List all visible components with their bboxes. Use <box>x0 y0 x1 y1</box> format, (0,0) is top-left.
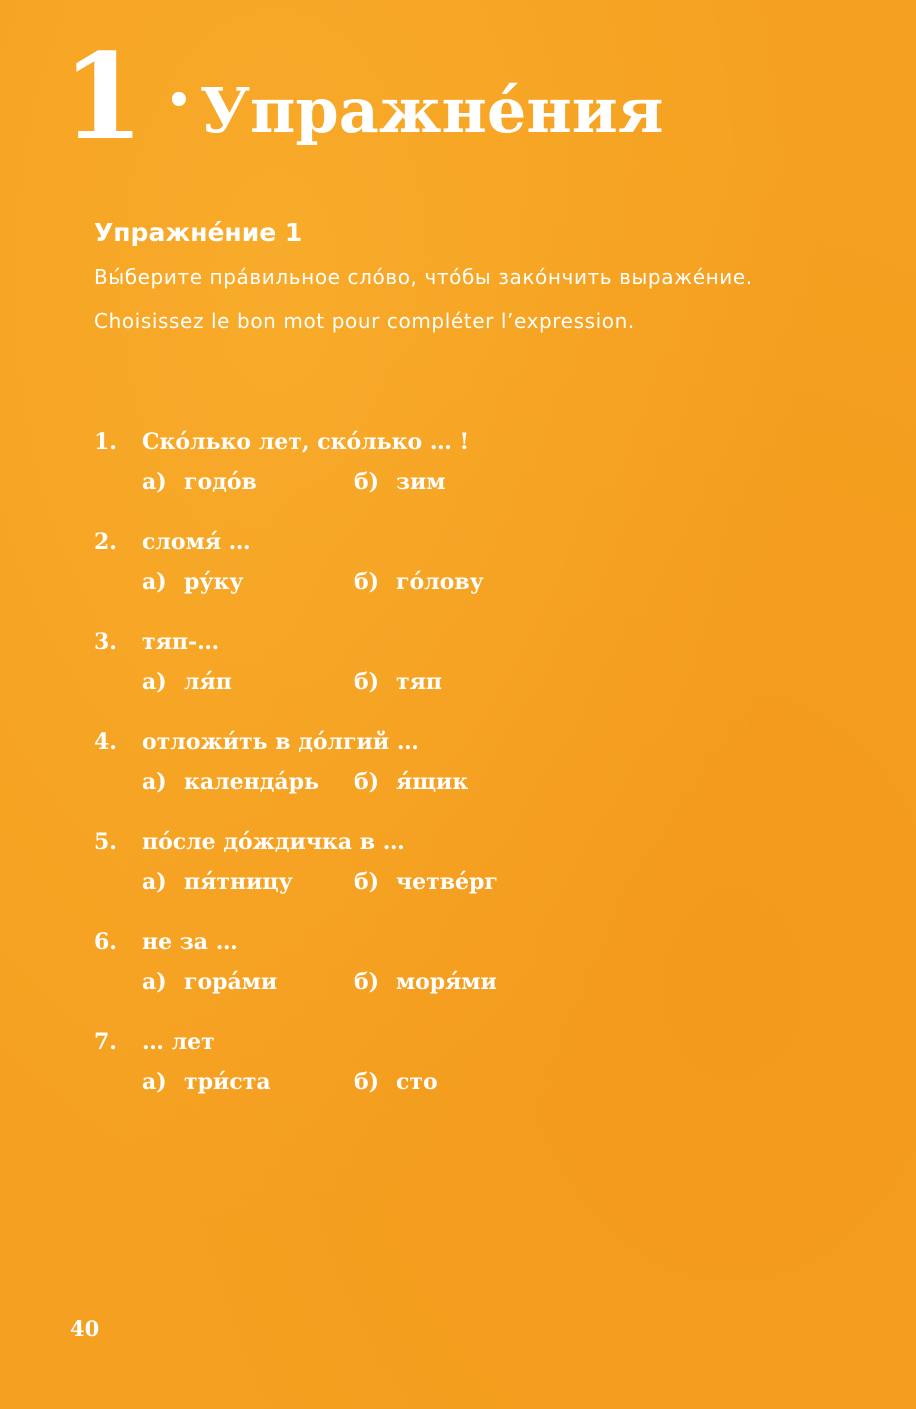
option-a <box>142 869 354 895</box>
question-item <box>94 1024 854 1124</box>
question-item <box>94 724 854 824</box>
question-list <box>94 424 854 1124</box>
option-a <box>142 769 354 795</box>
option-a <box>142 969 354 995</box>
option-b-label: б) <box>354 469 380 495</box>
question-item <box>94 524 854 624</box>
page-number: 40 <box>70 1316 100 1341</box>
question-line <box>94 824 854 860</box>
options-line <box>142 1060 854 1104</box>
option-a-label: а) <box>142 769 167 795</box>
question-number: 3. <box>94 629 117 655</box>
options-line <box>142 760 854 804</box>
question-line <box>94 1024 854 1060</box>
option-b <box>354 569 484 595</box>
question-number: 5. <box>94 829 117 855</box>
question-text: отложи́ть в до́лгий … <box>142 729 419 755</box>
option-b <box>354 469 445 495</box>
exercise-block <box>94 218 874 337</box>
option-a <box>142 1069 354 1095</box>
question-number: 1. <box>94 429 117 455</box>
option-a-text: годо́в <box>184 469 257 495</box>
option-a-label: а) <box>142 969 167 995</box>
option-b <box>354 869 498 895</box>
option-a <box>142 669 354 695</box>
option-a-label: а) <box>142 1069 167 1095</box>
question-number: 6. <box>94 929 117 955</box>
option-a-text: три́ста <box>184 1069 271 1095</box>
option-a-text: гора́ми <box>184 969 278 995</box>
option-b-label: б) <box>354 569 380 595</box>
option-a <box>142 469 354 495</box>
option-b-text: моря́ми <box>396 969 497 995</box>
option-b-text: четве́рг <box>396 869 498 895</box>
option-a <box>142 569 354 595</box>
options-line <box>142 460 854 504</box>
option-a-label: а) <box>142 869 167 895</box>
option-a-label: а) <box>142 569 167 595</box>
question-line <box>94 424 854 460</box>
question-number: 7. <box>94 1029 117 1055</box>
option-b-text: го́лову <box>396 569 484 595</box>
question-item <box>94 924 854 1024</box>
question-text: не за … <box>142 929 238 955</box>
option-a-text: пя́тницу <box>184 869 293 895</box>
question-item <box>94 624 854 724</box>
option-b-text: тяп <box>396 669 442 695</box>
options-line <box>142 660 854 704</box>
option-a-text: ля́п <box>184 669 232 695</box>
option-b <box>354 669 442 695</box>
options-line <box>142 860 854 904</box>
option-a-label: а) <box>142 469 167 495</box>
option-b-label: б) <box>354 769 380 795</box>
exercise-title: Упражне́ние 1 <box>94 218 303 247</box>
option-b <box>354 969 497 995</box>
question-item <box>94 424 854 524</box>
chapter-header <box>62 27 664 166</box>
question-number: 4. <box>94 729 117 755</box>
question-line <box>94 524 854 560</box>
option-b <box>354 769 468 795</box>
question-line <box>94 624 854 660</box>
chapter-bullet: • <box>166 77 192 124</box>
chapter-title: Упражне́ния <box>199 74 664 147</box>
option-a-label: а) <box>142 669 167 695</box>
option-b-label: б) <box>354 669 380 695</box>
option-b-text: зим <box>396 469 446 495</box>
option-b-label: б) <box>354 1069 380 1095</box>
option-a-text: календа́рь <box>184 769 319 795</box>
question-text: по́сле до́ждичка в … <box>142 829 405 855</box>
option-b-text: сто <box>396 1069 438 1095</box>
question-number: 2. <box>94 529 117 555</box>
question-line <box>94 724 854 760</box>
option-a-text: ру́ку <box>184 569 244 595</box>
options-line <box>142 960 854 1004</box>
chapter-number: 1 <box>62 27 145 166</box>
instruction-french: Choisissez le bon mot pour compléter l’expression. <box>94 309 635 333</box>
question-line <box>94 924 854 960</box>
options-line <box>142 560 854 604</box>
question-text: сломя́ … <box>142 529 251 555</box>
option-b-text: я́щик <box>396 769 469 795</box>
instruction-russian: Вы́берите пра́вильное сло́во, что́бы зако́нчить выраже́ние. <box>94 265 753 289</box>
question-text: … лет <box>142 1029 215 1055</box>
question-text: Ско́лько лет, ско́лько … ! <box>142 429 470 455</box>
question-text: тяп-… <box>142 629 220 655</box>
question-item <box>94 824 854 924</box>
option-b <box>354 1069 438 1095</box>
option-b-label: б) <box>354 869 380 895</box>
option-b-label: б) <box>354 969 380 995</box>
